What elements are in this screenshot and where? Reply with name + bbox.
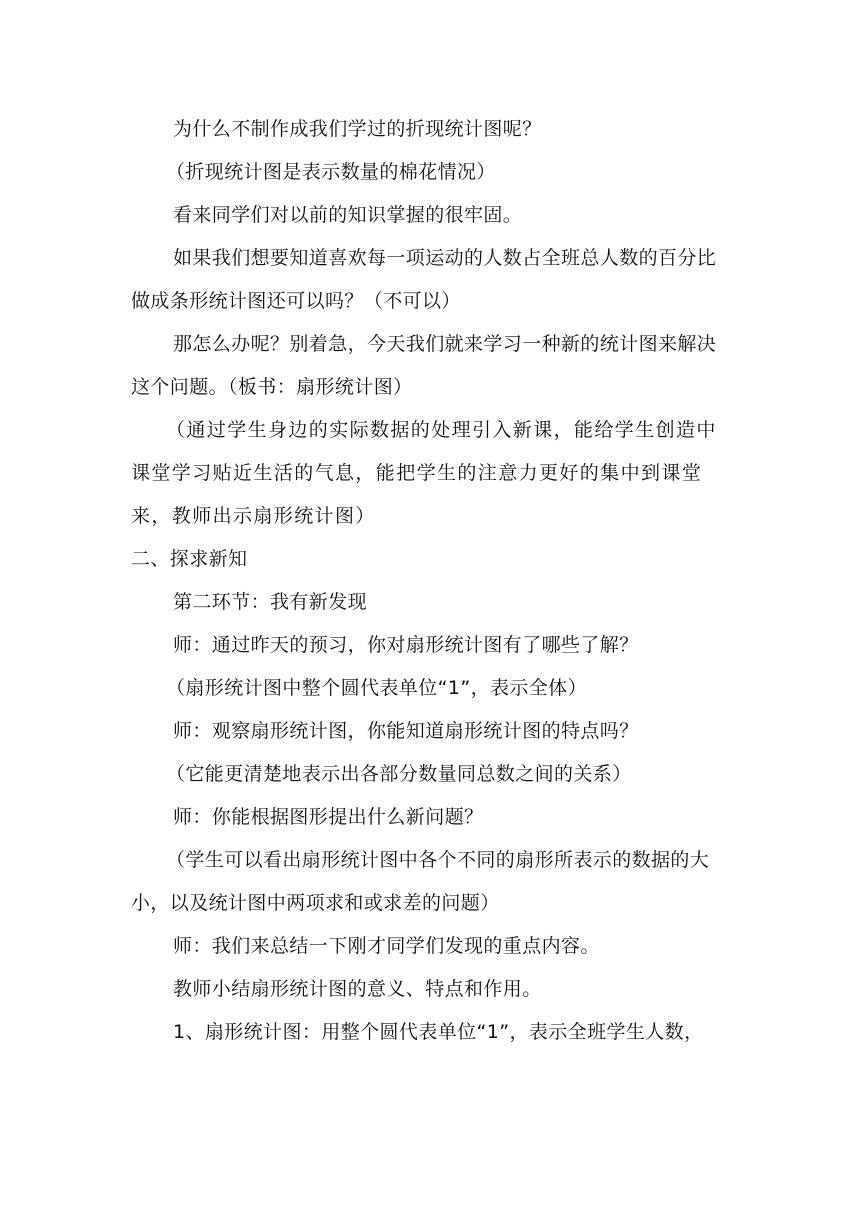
paragraph-second-step: 第二环节：我有新发现 [173,591,368,613]
paragraph-student-questions: （学生可以看出扇形统计图中各个不同的扇形所表示的数据的大小，以及统计图中两项求和或求差的问题） [131,849,710,914]
section-heading-explore: 二、探求新知 [131,548,248,570]
paragraph-introduce-new-chart: 那怎么办呢？别着急，今天我们就来学习一种新的统计图来解决这个问题。（板书：扇形统计图） [131,333,717,398]
paragraph-feature-answer: （它能更清楚地表示出各部分数量同总数之间的关系） [166,763,632,785]
paragraph-summary-meaning: 教师小结扇形统计图的意义、特点和作用。 [173,978,542,1000]
paragraph-teacher-new-question: 师：你能根据图形提出什么新问题？ [173,806,484,828]
document-body [131,108,731,1054]
paragraph-whole-circle-answer: （扇形统计图中整个圆代表单位“1”，表示全体） [166,677,587,699]
paragraph-knowledge-solid: 看来同学们对以前的知识掌握的很牢固。 [173,204,523,226]
paragraph-teacher-preview-question: 师：通过昨天的预习，你对扇形统计图有了哪些了解？ [173,634,639,656]
paragraph-teacher-feature-question: 师：观察扇形统计图，你能知道扇形统计图的特点吗？ [173,720,639,742]
paragraph-definition: 1、扇形统计图：用整个圆代表单位“1”，表示全班学生人数， [173,1021,704,1043]
paragraph-question-line-chart: 为什么不制作成我们学过的折现统计图呢？ [173,118,542,140]
paragraph-question-bar-chart: 如果我们想要知道喜欢每一项运动的人数占全班总人数的百分比做成条形统计图还可以吗？（不可以） [131,247,717,312]
paragraph-answer-line-chart: （折现统计图是表示数量的棉花情况） [166,161,496,183]
paragraph-teacher-summary: 师：我们来总结一下刚才同学们发现的重点内容。 [173,935,600,957]
paragraph-teaching-note: （通过学生身边的实际数据的处理引入新课，能给学生创造中课堂学习贴近生活的气息，能把学生的注意力更好的集中到课堂来，教师出示扇形统计图） [131,419,717,527]
